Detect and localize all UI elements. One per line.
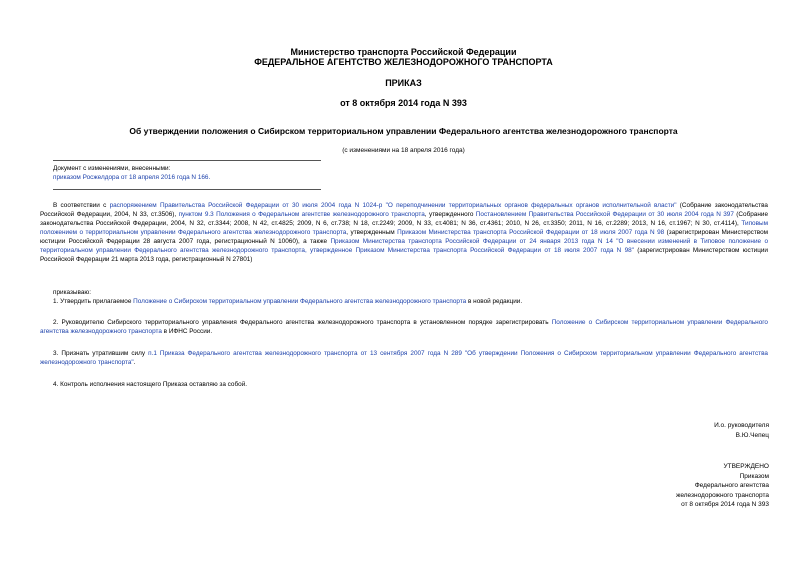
document-title: Об утверждении положения о Сибирском территориальном управлении Федерального агентства железнодорожного транспорта xyxy=(129,126,678,136)
amendment-link[interactable]: приказом Росжелдора от 18 апреля 2016 года N 166. xyxy=(53,174,211,181)
item-1 xyxy=(40,297,768,306)
approval-line-2: Приказом xyxy=(739,472,769,480)
preamble-text-6: (зарегистрирован Министерством юстиции Российской Федерации 28 августа 2007 года, регистрационный N 10060), а также xyxy=(40,229,769,245)
ministry-name: Министерство транспорта Российской Федерации xyxy=(290,47,517,57)
signature-block xyxy=(714,421,769,440)
preamble-text-1: В соответствии с xyxy=(53,202,110,209)
preamble-text-7: (зарегистрирован Министерством юстиции Российской Федерации 21 марта 2013 года, регистрационный N 27801) xyxy=(40,247,768,263)
order-word: приказываю: xyxy=(53,289,91,296)
item-3 xyxy=(40,349,768,367)
item-4: 4. Контроль исполнения настоящего Приказа оставляю за собой. xyxy=(53,381,248,388)
item-1-tail: в новой редакции. xyxy=(466,298,523,305)
preamble-text-2: (Собрание законодательства Российской Федерации, 2004, N 33, ст.3506), xyxy=(40,202,768,218)
link-order-14[interactable]: Приказом Министерства транспорта Российской Федерации от 24 января 2013 года N 14 "О внесении изменений в Типовое положение о территориальном управлении Федерального агентства железнодорожного транспорта, утвержденное Приказом Министерства транспорта Российской Федерации от 18 июля 2007 года N 98" xyxy=(40,238,768,254)
preamble-text-3: , утвержденного xyxy=(424,211,476,218)
link-typical-regulation[interactable]: Типовым положением о территориальном управлении Федерального агентства железнодорожного транспорта xyxy=(40,220,768,236)
link-clause-9-3[interactable]: пунктом 9.3 Положения о Федеральном агентстве железнодорожного транспорта xyxy=(178,211,425,218)
document-date-number: от 8 октября 2014 года N 393 xyxy=(340,98,467,108)
approval-block xyxy=(676,462,769,510)
item-1-text: 1. Утвердить прилагаемое xyxy=(53,298,134,305)
item-3-tail: . xyxy=(133,359,136,366)
link-order-98[interactable]: Приказом Министерства транспорта Российской Федерации от 18 июля 2007 года N 98 xyxy=(397,229,665,236)
agency-name: ФЕДЕРАЛЬНОЕ АГЕНТСТВО ЖЕЛЕЗНОДОРОЖНОГО ТРАНСПОРТА xyxy=(254,57,553,67)
link-item-2-regulation[interactable]: Положение о Сибирском территориальном управлении Федерального агентства железнодорожного транспорта xyxy=(40,319,768,335)
divider-bottom xyxy=(53,189,321,190)
item-2-tail: в ИФНС России. xyxy=(161,328,213,335)
item-3-text: 3. Признать утратившим силу xyxy=(53,350,149,357)
document-type: ПРИКАЗ xyxy=(385,78,422,88)
item-2 xyxy=(40,318,768,336)
link-item-3-order-289[interactable]: п.1 Приказа Федерального агентства железнодорожного транспорта от 13 сентября 2007 года N 289 "Об утверждении Положения о Сибирском территориальном управлении Федерального агентства железнодорожного транспорта" xyxy=(40,350,768,366)
preamble-paragraph xyxy=(40,201,768,264)
approval-line-5: от 8 октября 2014 года N 393 xyxy=(681,501,769,508)
amendments-block xyxy=(53,164,323,182)
divider-top xyxy=(53,160,321,161)
preamble-text-4: (Собрание законодательства Российской Федерации, 2004, N 32, ст.3344; 2008, N 42, ст.4825; 2009, N 6, ст.738; N 18, ст.2249; 2009, N 33, ст.4081; N 36, ст.4361; 2010, N 26, ст.3350; 2011, N 16, ст.2289; 2013, N 16, ст.1967; N 30, ст.4114), xyxy=(40,211,769,227)
link-government-order-1024r[interactable]: распоряжением Правительства Российской Федерации от 30 июля 2004 года N 1024-р "О переподчинении территориальных органов федеральных органов исполнительной власти" xyxy=(109,202,677,209)
revision-note: (с изменениями на 18 апреля 2016 года) xyxy=(342,147,465,154)
amendments-label: Документ с изменениями, внесенными: xyxy=(53,165,171,172)
preamble-text-5: , утвержденным xyxy=(346,229,398,236)
approval-line-1: УТВЕРЖДЕНО xyxy=(723,463,769,470)
signature-position: И.о. руководителя xyxy=(714,422,769,429)
approval-line-4: железнодорожного транспорта xyxy=(676,491,769,499)
item-2-text: 2. Руководителю Сибирского территориального управления Федерального агентства железнодорожного транспорта в установленном порядке зарегистрировать xyxy=(53,319,552,326)
signature-name: В.Ю.Чепец xyxy=(735,431,769,439)
link-item-1-regulation[interactable]: Положение о Сибирском территориальном управлении Федерального агентства железнодорожного транспорта xyxy=(133,298,467,305)
link-decree-397[interactable]: Постановлением Правительства Российской Федерации от 30 июля 2004 года N 397 xyxy=(475,211,734,218)
approval-line-3: Федерального агентства xyxy=(694,482,769,489)
